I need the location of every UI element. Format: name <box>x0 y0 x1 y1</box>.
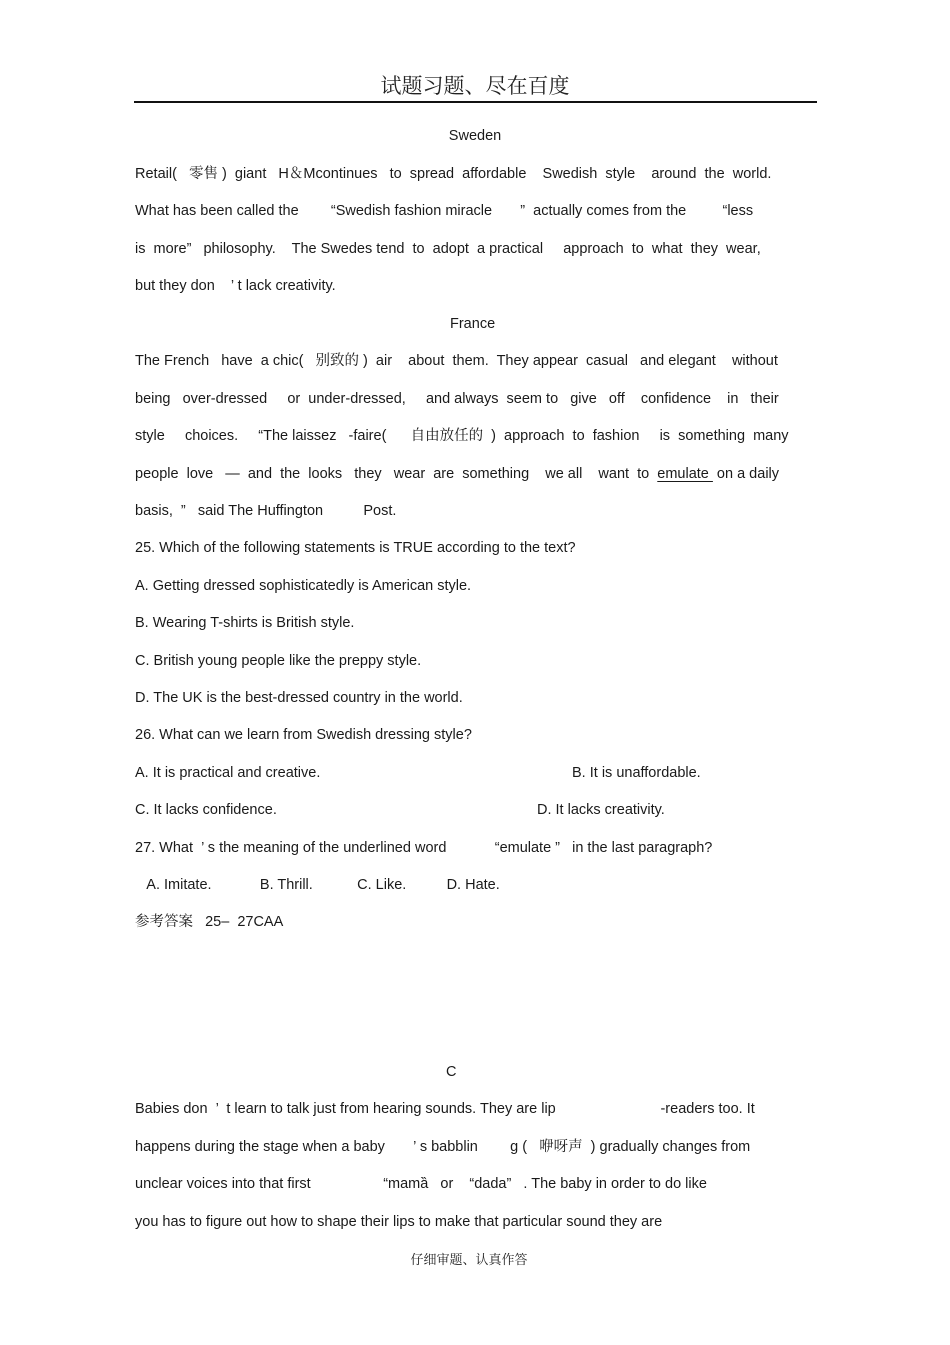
question-26-option-b: B. It is unaffordable. <box>572 765 701 781</box>
sweden-paragraph-line: but they don ’ t lack creativity. <box>135 278 336 294</box>
sweden-paragraph-line: is more” philosophy. The Swedes tend to adopt a practical approach to what they wear, <box>135 241 761 257</box>
section-heading-sweden: Sweden <box>448 128 502 144</box>
france-paragraph-line: being over-dressed or under-dressed, and always seem to give off confidence in their <box>135 391 779 407</box>
france-paragraph-line: basis, ” said The Huffington Post. <box>135 503 397 519</box>
underlined-word-emulate: emulate <box>657 466 713 482</box>
france-paragraph-line: The French have a chic( 别致的 ) air about them. They appear casual and elegant without <box>135 353 778 369</box>
section-c-paragraph-line: happens during the stage when a baby ’ s babblin g ( 咿呀声 ) gradually changes from <box>135 1139 751 1155</box>
page-footer: 仔细审题、认真作答 <box>410 1253 528 1268</box>
france-paragraph-line: style choices. “The laissez -faire( 自由放任的 ) approach to fashion is something many <box>135 428 789 444</box>
section-heading-france: France <box>450 316 496 332</box>
question-26: 26. What can we learn from Swedish dressing style? <box>135 727 472 743</box>
question-25: 25. Which of the following statements is TRUE according to the text? <box>135 540 576 556</box>
answer-key: 参考答案 25– 27CAA <box>135 914 284 930</box>
header-divider <box>134 101 817 103</box>
question-27-options: A. Imitate. B. Thrill. C. Like. D. Hate. <box>135 877 500 893</box>
sweden-paragraph-line: What has been called the “Swedish fashion miracle ” actually comes from the “less <box>135 203 754 219</box>
section-heading-c: C <box>446 1064 457 1080</box>
sweden-paragraph-line: Retail( 零售 ) giant H＆Mcontinues to spread affordable Swedish style around the world. <box>135 166 772 182</box>
question-25-option-c: C. British young people like the preppy style. <box>135 653 422 669</box>
question-25-option-a: A. Getting dressed sophisticatedly is American style. <box>135 578 472 594</box>
question-27: 27. What ’ s the meaning of the underlined word “emulate ” in the last paragraph? <box>135 840 713 856</box>
section-c-paragraph-line: you has to figure out how to shape their lips to make that particular sound they are <box>135 1214 663 1230</box>
page-header-title: 试题习题、尽在百度 <box>380 74 570 98</box>
france-line-tail: on a daily <box>712 466 780 482</box>
section-c-paragraph-line: Babies don ’ t learn to talk just from hearing sounds. They are lip -readers too. It <box>135 1101 755 1117</box>
question-26-option-c: C. It lacks confidence. <box>135 802 277 818</box>
question-25-option-b: B. Wearing T-shirts is British style. <box>135 615 355 631</box>
question-25-option-d: D. The UK is the best-dressed country in the world. <box>135 690 463 706</box>
france-paragraph-line <box>135 465 779 483</box>
france-line-text: people love — and the looks they wear are something we all want to <box>135 466 658 482</box>
section-c-paragraph-line: unclear voices into that first “mamȁ or “dada” . The baby in order to do like <box>135 1176 707 1192</box>
question-26-option-d: D. It lacks creativity. <box>537 802 665 818</box>
question-26-option-a: A. It is practical and creative. <box>135 765 321 781</box>
